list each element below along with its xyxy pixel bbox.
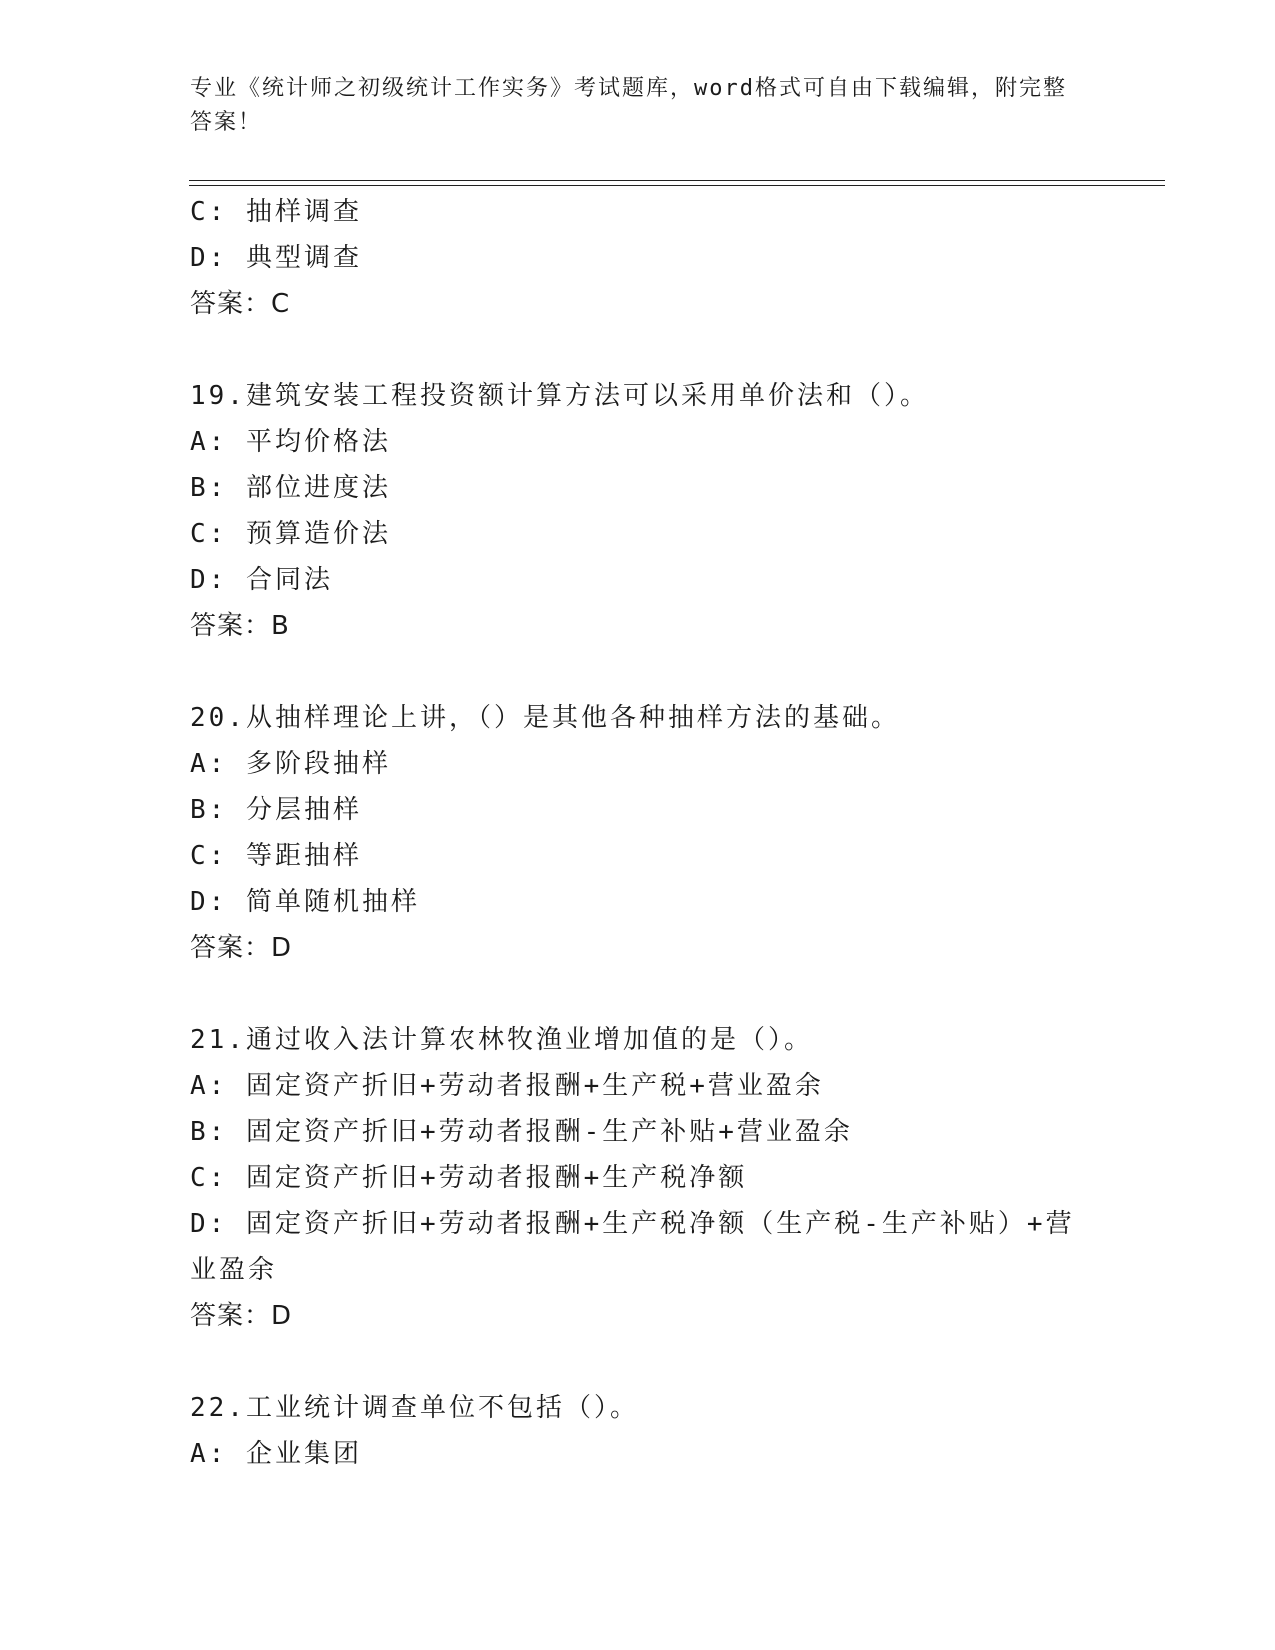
spacer <box>190 971 1090 1017</box>
header-divider-bottom <box>189 185 1165 186</box>
question-20 <box>190 695 1090 971</box>
option-d: D: 合同法 <box>190 565 333 595</box>
question-stem: 20.从抽样理论上讲，（）是其他各种抽样方法的基础。 <box>190 703 900 733</box>
header-divider-top <box>189 180 1165 181</box>
option-a: A: 企业集团 <box>190 1439 362 1469</box>
option-c: C: 预算造价法 <box>190 519 391 549</box>
option-c: C: 等距抽样 <box>190 841 362 871</box>
question-stem: 22.工业统计调查单位不包括（）。 <box>190 1393 639 1423</box>
answer-line: 答案：D <box>190 1301 293 1331</box>
header-text: 专业《统计师之初级统计工作实务》考试题库，word格式可自由下载编辑，附完整答案！ <box>190 76 1067 135</box>
option-b: B: 固定资产折旧+劳动者报酬-生产补贴+营业盈余 <box>190 1117 853 1147</box>
option-d: D: 典型调查 <box>190 243 362 273</box>
question-21 <box>190 1017 1090 1339</box>
option-a: A: 平均价格法 <box>190 427 391 457</box>
option-c: C: 抽样调查 <box>190 197 362 227</box>
option-c: C: 固定资产折旧+劳动者报酬+生产税净额 <box>190 1163 748 1193</box>
option-b: B: 部位进度法 <box>190 473 391 503</box>
question-list <box>190 189 1090 1477</box>
question-stem: 21.通过收入法计算农林牧渔业增加值的是（）。 <box>190 1025 813 1055</box>
question-stem: 19.建筑安装工程投资额计算方法可以采用单价法和（）。 <box>190 381 929 411</box>
document-header <box>190 72 1090 140</box>
question-22 <box>190 1385 1090 1477</box>
option-a: A: 固定资产折旧+劳动者报酬+生产税+营业盈余 <box>190 1071 824 1101</box>
question-19 <box>190 373 1090 649</box>
answer-line: 答案：B <box>190 611 290 641</box>
spacer <box>190 327 1090 373</box>
answer-line: 答案：D <box>190 933 293 963</box>
option-d: D: 固定资产折旧+劳动者报酬+生产税净额（生产税-生产补贴）+营业盈余 <box>190 1209 1075 1285</box>
spacer <box>190 649 1090 695</box>
question-18-tail <box>190 189 1090 327</box>
option-b: B: 分层抽样 <box>190 795 362 825</box>
answer-line: 答案：C <box>190 289 291 319</box>
spacer <box>190 1339 1090 1385</box>
option-a: A: 多阶段抽样 <box>190 749 391 779</box>
option-d: D: 简单随机抽样 <box>190 887 420 917</box>
